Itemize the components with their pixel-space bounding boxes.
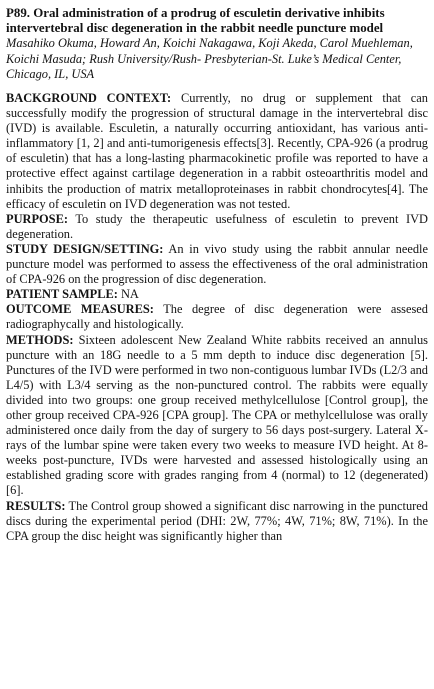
- section-text: The Control group showed a significant disc narrowing in the punctured discs during the experimental period (DHI: 2W, 77%; 4W, 71%; 8W, 71%). In the CPA group the disc height was significantly higher than: [6, 498, 429, 543]
- section-purpose: [6, 212, 428, 242]
- section-label: STUDY DESIGN/SETTING:: [6, 241, 164, 256]
- section-label: METHODS:: [6, 332, 74, 347]
- section-label: OUTCOME MEASURES:: [6, 302, 154, 317]
- section-text: Sixteen adolescent New Zealand White rabbits received an annulus puncture with an 18G needle to a 5 mm depth to induce disc degeneration [5]. Punctures of the IVD were performed in two non-contiguous lumbar IVDs (L2/3 and L4/5) with L3/4 serving as the non-punctured control. The rabbits were equally divided into two groups: one group received methylcellulose [Control group], the other group received CPA-926 [CPA group]. The CPA or methylcellulose was orally administered once daily from the day of surgery to 56 days post-surgery. Lateral X-rays of the lumbar spine were taken every two weeks to measure IVD height. At 8-weeks post-puncture, IVDs were harvested and assessed histologically using an established grading score with grades ranging from 4 (normal) to 12 (degenerated) [6].: [6, 332, 428, 498]
- section-label: PATIENT SAMPLE:: [6, 287, 118, 302]
- section-text: Currently, no drug or supplement that can successfully modify the progression of structural damage in the intervertebral disc (IVD) is available. Esculetin, a naturally occurring antioxidant, has various anti-inflammatory [1, 2] and anti-tumorigenesis effects[3]. Recently, CPA-926 (a prodrug of esculetin) that has a long-lasting pharmacokinetic profile was reported to have a protective effect against cartilage degeneration in a rabbit osteoarthritis model and inhibits the production of matrix metalloproteinases in rabbit chondrocytes[4]. The efficacy of esculetin on IVD degeneration was not tested.: [6, 91, 428, 211]
- section-study-design: [6, 242, 428, 287]
- section-background-context: [6, 91, 428, 212]
- section-text: An in vivo study using the rabbit annular needle puncture model was performed to assess the effectiveness of the oral administration of CPA-926 on the progression of disc degeneration.: [6, 241, 428, 287]
- section-patient-sample: [6, 287, 428, 302]
- section-label: BACKGROUND CONTEXT:: [6, 91, 172, 106]
- section-label: PURPOSE:: [6, 211, 68, 226]
- section-methods: [6, 333, 428, 499]
- section-outcome-measures: [6, 302, 428, 332]
- section-text: To study the therapeutic usefulness of esculetin to prevent IVD degeneration.: [6, 211, 429, 241]
- section-text: The degree of disc degeneration were assesed radiographycally and histologically.: [6, 302, 429, 332]
- section-results: [6, 499, 428, 544]
- author-affiliation: Masahiko Okuma, Howard An, Koichi Nakagawa, Koji Akeda, Carol Muehleman, Koichi Masuda; Rush University/Rush- Presbyterian-St. Luke’s Medical Center, Chicago, IL, USA: [6, 36, 413, 81]
- section-text: NA: [120, 287, 139, 302]
- section-label: RESULTS:: [6, 498, 66, 513]
- abstract-title: P89. Oral administration of a prodrug of esculetin derivative inhibits intervertebral disc degeneration in the rabbit needle puncture model: [6, 6, 385, 36]
